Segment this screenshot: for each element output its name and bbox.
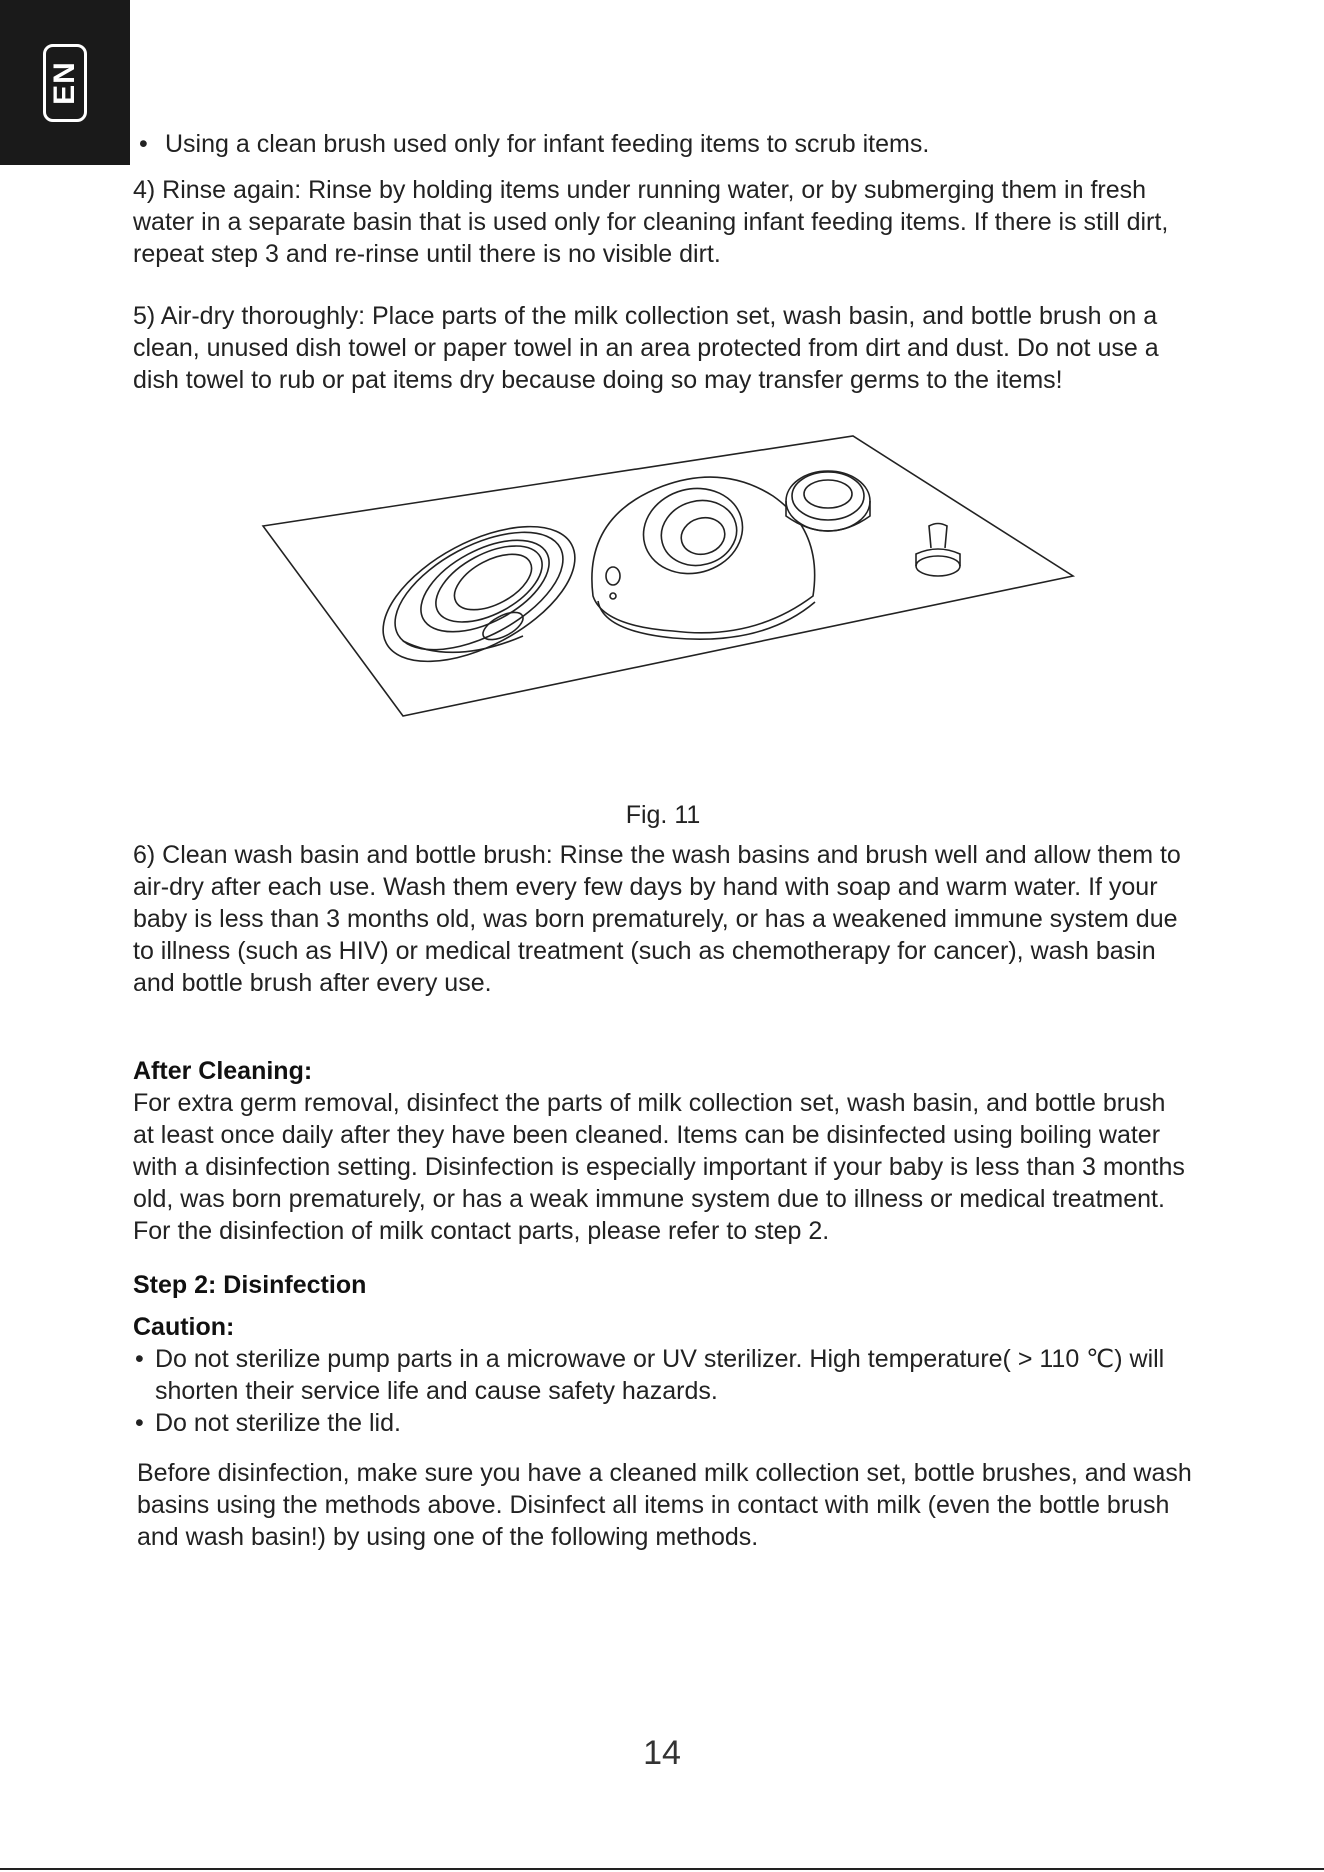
bottom-rule: [0, 1868, 1324, 1870]
caution-text: Do not sterilize pump parts in a microwave or UV sterilizer. High temperature( > 110 ℃) will shorten their service life and cause safety hazards.: [155, 1345, 1165, 1405]
language-tab: [0, 0, 130, 165]
caution-item: [133, 1343, 1193, 1407]
after-cleaning-note: For the disinfection of milk contact parts, please refer to step 2.: [133, 1217, 830, 1245]
caution-item: [133, 1407, 1193, 1439]
caution-text: Do not sterilize the lid.: [155, 1409, 401, 1437]
after-cleaning-heading: After Cleaning:: [133, 1057, 313, 1085]
intro-bullet-text: Using a clean brush used only for infant feeding items to scrub items.: [165, 130, 930, 158]
figure-11: [133, 396, 1193, 811]
drying-parts-illustration: [253, 426, 1083, 766]
page-content: [133, 128, 1193, 1553]
after-cleaning-body: For extra germ removal, disinfect the parts of milk collection set, wash basin, and bottle brush at least once daily after they have been cleaned. Items can be disinfected using boiling water with a disinfection setting. Disinfection is especially important if your baby is less than 3 months old, was born prematurely, or has a weak immune system due to illness or medical treatment.: [133, 1089, 1185, 1213]
bullet-dot-icon: •: [135, 1345, 144, 1373]
duckbill-valve: [916, 556, 960, 576]
step-6-paragraph: 6) Clean wash basin and bottle brush: Rinse the wash basins and brush well and allow them to air-dry after each use. Wash them every few days by hand with soap and warm water. If your baby is less than 3 months old, was born prematurely, or has a weakened immune system due to illness (such as HIV) or medical treatment (such as chemotherapy for cancer), wash basin and bottle brush after every use.: [133, 841, 1181, 997]
language-label: EN: [48, 60, 81, 105]
bullet-dot-icon: •: [135, 1409, 144, 1437]
bullet-dot-icon: •: [139, 130, 148, 158]
step-5-paragraph: 5) Air-dry thoroughly: Place parts of the milk collection set, wash basin, and bottle brush on a clean, unused dish towel or paper towel in an area protected from dirt and dust. Do not use a dish towel to rub or pat items dry because doing so may transfer germs to the items!: [133, 302, 1159, 394]
intro-bullet: [133, 128, 1193, 160]
step-2-heading: Step 2: Disinfection: [133, 1271, 367, 1299]
caution-heading: Caution:: [133, 1313, 235, 1341]
language-badge: [43, 44, 87, 122]
disinfection-intro-paragraph: Before disinfection, make sure you have a cleaned milk collection set, bottle brushes, and wash basins using the methods above. Disinfect all items in contact with milk (even the bottle brush and wash basin!) by using one of the following methods.: [137, 1459, 1192, 1551]
flange-base: [362, 499, 596, 689]
step-4-paragraph: 4) Rinse again: Rinse by holding items under running water, or by submerging them in fresh water in a separate basin that is used only for cleaning infant feeding items. If there is still dirt, repeat step 3 and re-rinse until there is no visible dirt.: [133, 176, 1169, 268]
page-number: 14: [643, 1734, 681, 1772]
figure-caption: Fig. 11: [625, 801, 701, 829]
